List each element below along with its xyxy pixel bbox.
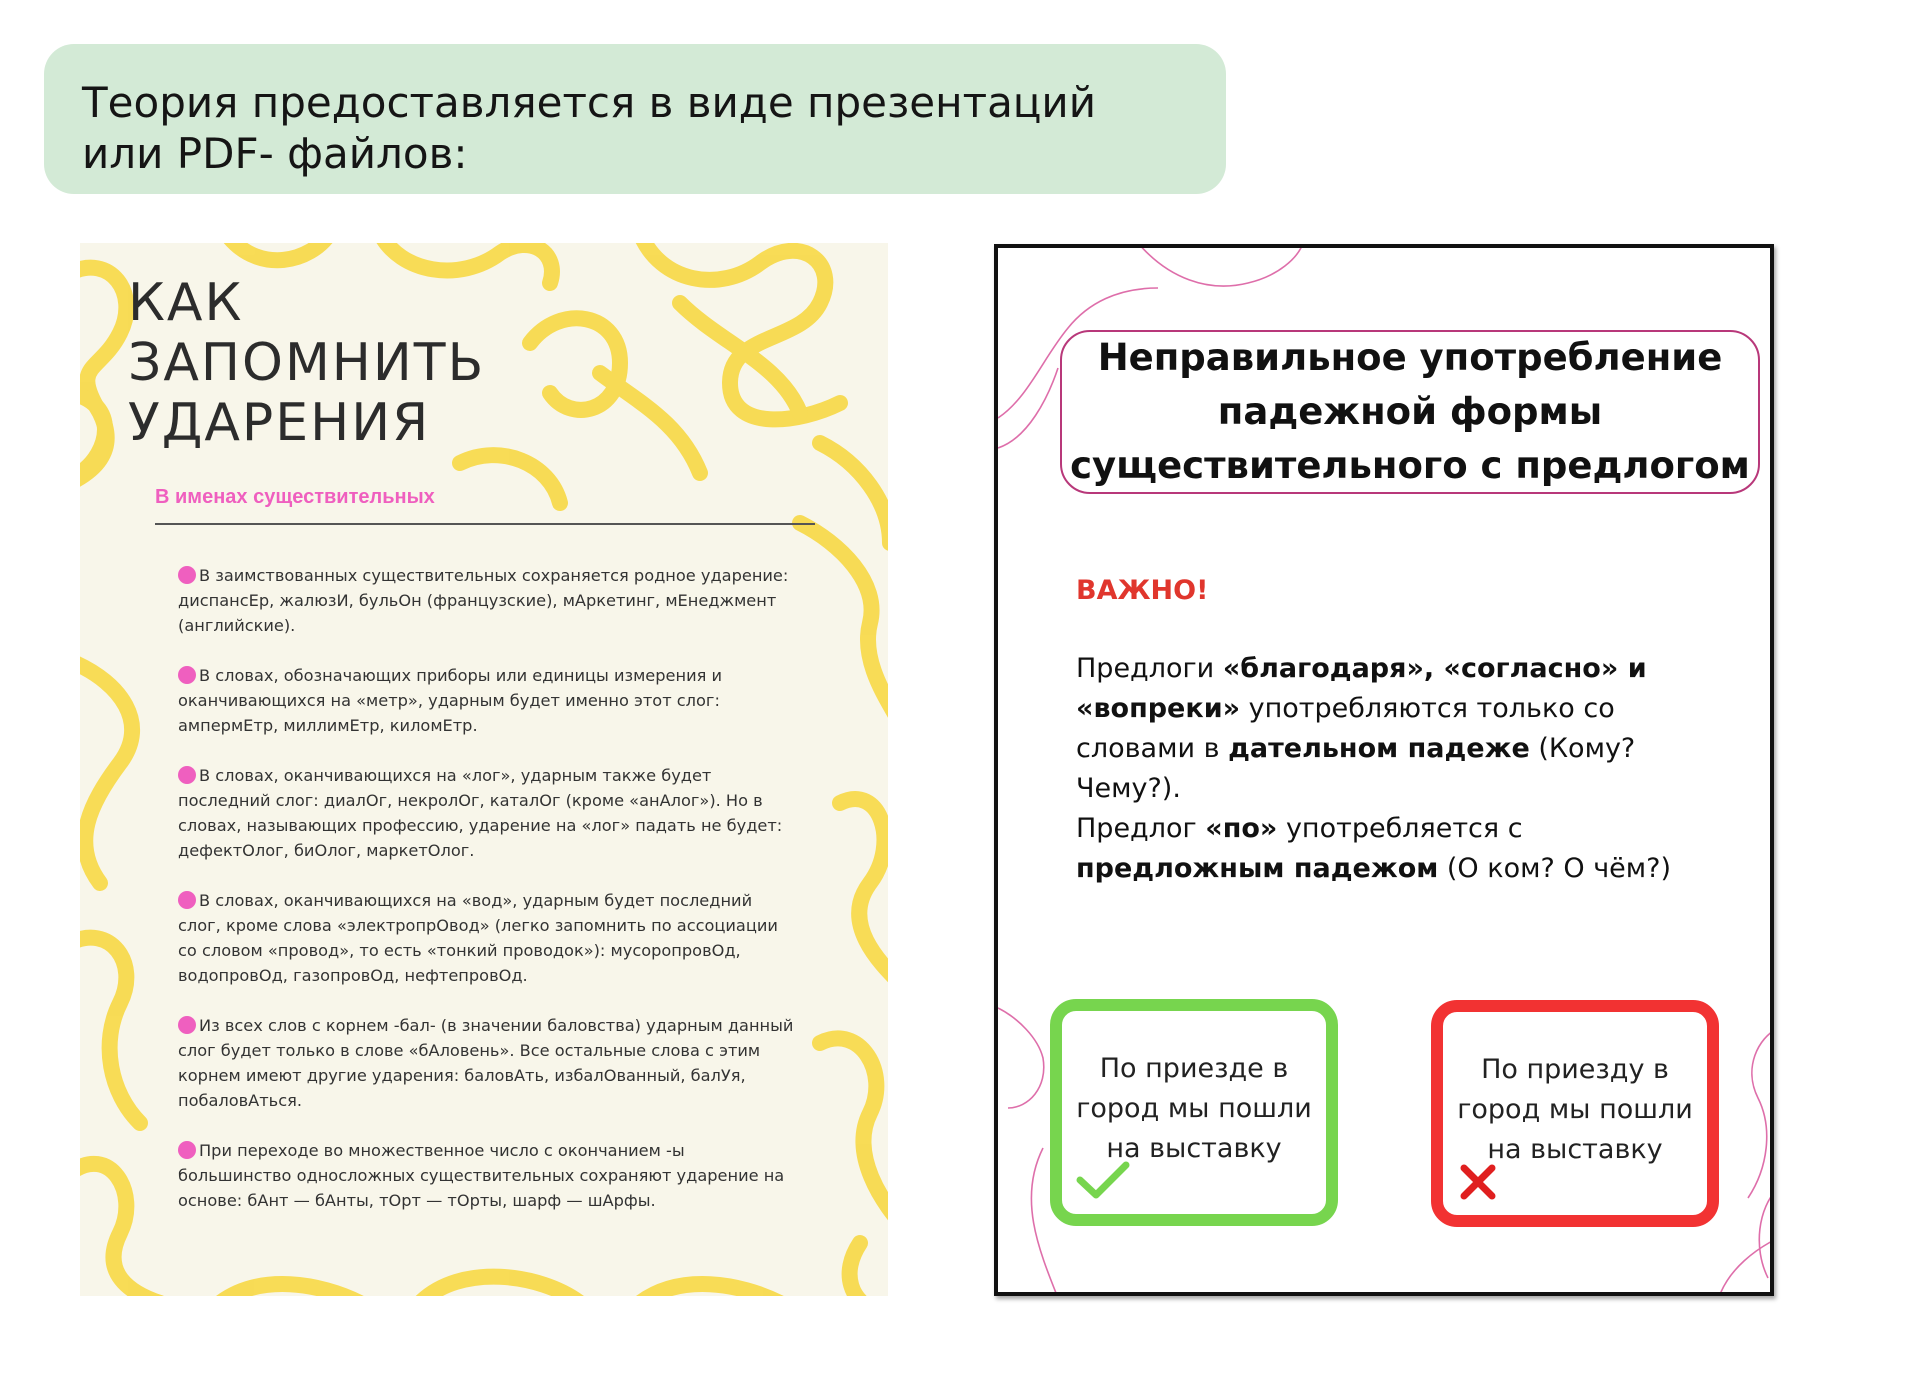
- stress-rules-slide: [80, 243, 888, 1296]
- slide-title: Неправильное употребление падежной формы существительного с предлогом: [1070, 336, 1750, 487]
- important-label: ВАЖНО!: [1076, 575, 1209, 606]
- list-item: При переходе во множественное число с окончанием -ы большинство односложных существительных сохраняют ударение на основе: бАнт — бАнты, тОрт — тОрты, шарф — шАрфы.: [178, 1141, 785, 1210]
- bullet-dot-icon: [178, 891, 196, 909]
- cross-icon: [1458, 1162, 1498, 1202]
- rule-paragraph-dative: Предлоги «благодаря», «согласно» и «вопреки» употребляются только со словами в дательном падеже (Кому? Чему?).: [1076, 653, 1647, 804]
- title-frame: [1060, 330, 1760, 494]
- list-item: В словах, оканчивающихся на «лог», ударным также будет последний слог: диалОг, некролОг, каталОг (кроме «анАлог»). Но в словах, называющих профессию, ударение на «лог» падать не будет: дефектОлог, биОлог, маркетОлог.: [178, 766, 783, 860]
- header-banner: [44, 44, 1226, 194]
- slide-title: КАК ЗАПОМНИТЬ УДАРЕНИЯ: [128, 273, 486, 453]
- bullet-dot-icon: [178, 666, 196, 684]
- divider: [155, 523, 815, 525]
- list-item: В заимствованных существительных сохраняется родное ударение: диспансЕр, жалюзИ, бульОн (французские), мАркетинг, мЕнеджмент (английские).: [178, 566, 789, 635]
- preposition-case-slide: [994, 244, 1774, 1296]
- bullet-dot-icon: [178, 766, 196, 784]
- rules-list: [178, 563, 798, 1238]
- check-icon: [1076, 1160, 1130, 1200]
- rule-paragraph-prepositional: Предлог «по» употребляется с предложным падежом (О ком? О чём?): [1076, 813, 1672, 884]
- header-text: Теория предоставляется в виде презентаций или PDF- файлов:: [82, 78, 1096, 178]
- list-item: Из всех слов с корнем -бал- (в значении баловства) ударным данный слог будет только в слове «бАловень». Все остальные слова с этим корнем имеют другие ударения: баловАть, избалОванный, балУя, побаловАться.: [178, 1016, 794, 1110]
- bullet-dot-icon: [178, 1141, 196, 1159]
- list-item: В словах, оканчивающихся на «вод», ударным будет последний слог, кроме слова «электропрОвод» (легко запомнить по ассоциации со словом «провод», то есть «тонкий проводок»): мусоропровОд, водопровОд, газопровОд, нефтепровОд.: [178, 891, 778, 985]
- slide-subtitle: В именах существительных: [155, 486, 435, 508]
- wrong-example-text: По приезду в город мы пошли на выставку: [1457, 1054, 1693, 1165]
- list-item: В словах, обозначающих приборы или единицы измерения и оканчивающихся на «метр», ударным будет именно этот слог: ампермЕтр, миллимЕтр, киломЕтр.: [178, 666, 722, 735]
- bullet-dot-icon: [178, 566, 196, 584]
- bullet-dot-icon: [178, 1016, 196, 1034]
- correct-example-text: По приезде в город мы пошли на выставку: [1076, 1053, 1312, 1164]
